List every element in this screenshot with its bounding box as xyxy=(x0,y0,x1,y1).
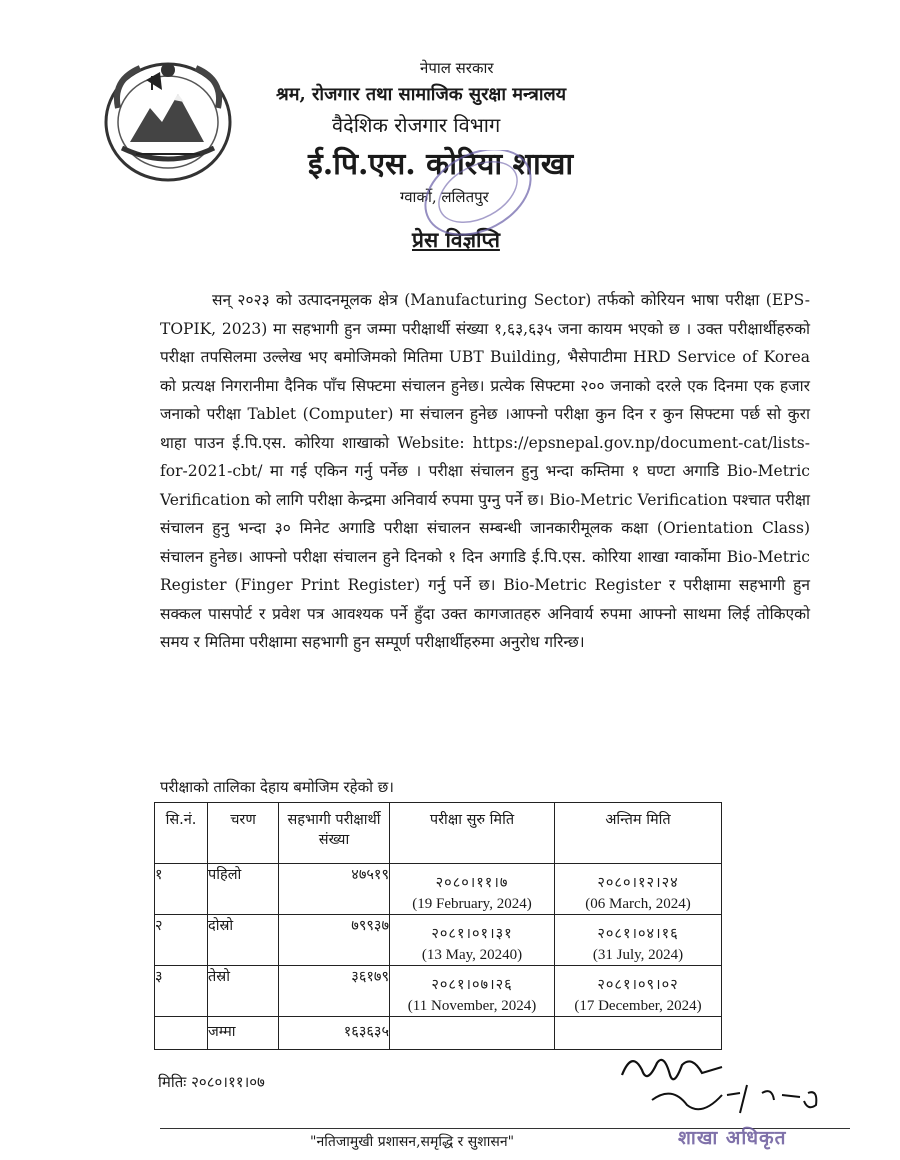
row-phase: पहिलो xyxy=(208,864,279,915)
row-sn: १ xyxy=(155,864,208,915)
start-date-np: २०८०।११।७ xyxy=(435,875,509,891)
table-row xyxy=(155,915,722,966)
row-count: ७९९३७ xyxy=(279,915,390,966)
row-start xyxy=(390,966,555,1017)
row-sn: २ xyxy=(155,915,208,966)
nepal-emblem-icon xyxy=(92,50,244,188)
row-end xyxy=(555,864,722,915)
col-header-end-date: अन्तिम मिति xyxy=(555,803,722,864)
table-row xyxy=(155,864,722,915)
table-caption: परीक्षाको तालिका देहाय बमोजिम रहेको छ। xyxy=(160,778,394,796)
end-date-np: २०८१।०४।१६ xyxy=(597,926,679,942)
row-start xyxy=(390,915,555,966)
start-date-en: (13 May, 20240) xyxy=(421,947,523,963)
col-header-count: सहभागी परीक्षार्थी संख्या xyxy=(279,803,390,864)
signature-icon xyxy=(612,1045,832,1125)
table-header-row xyxy=(155,803,722,864)
col-header-sn: सि.नं. xyxy=(155,803,208,864)
total-label: जम्मा xyxy=(208,1017,279,1050)
row-end xyxy=(555,966,722,1017)
document-title: प्रेस विज्ञप्ति xyxy=(412,227,500,252)
col-header-start-date: परीक्षा सुरु मिति xyxy=(390,803,555,864)
row-count: ३६१७९ xyxy=(279,966,390,1017)
row-start xyxy=(390,864,555,915)
office-address: ग्वार्को, ललितपुर xyxy=(400,188,489,206)
footer-motto: "नतिजामुखी प्रशासन,समृद्धि र सुशासन" xyxy=(310,1134,515,1150)
table-row xyxy=(155,966,722,1017)
total-count: १६३६३५ xyxy=(279,1017,390,1050)
total-empty-cell xyxy=(390,1017,555,1050)
body-paragraph: सन् २०२३ को उत्पादनमूलक क्षेत्र (Manufacturing Sector) तर्फको कोरियन भाषा परीक्षा (EPS-TOPIK, 2023) मा सहभागी हुन जम्मा परीक्षार्थी संख्या १,६३,६३५ जना कायम भएको छ । उक्त परीक्षार्थीहरुको परीक्षा तपसिलमा उल्लेख भए बमोजिमको मितिमा UBT Building, भैसेपाटीमा HRD Service of Korea को प्रत्यक्ष निगरानीमा दैनिक पाँच सिफ्टमा संचालन हुनेछ। प्रत्येक सिफ्टमा २०० जनाको दरले एक दिनमा एक हजार जनाको परीक्षा Tablet (Computer) मा संचालन हुनेछ ।आफ्नो परीक्षा कुन दिन र कुन सिफ्टमा पर्छ सो कुरा थाहा पाउन ई.पि.एस. कोरिया शाखाको Website: https://epsnepal.gov.np/document-cat/lists-for-2021-cbt/ मा गई एकिन गर्नु पर्नेछ । परीक्षा संचालन हुनु भन्दा कम्तिमा १ घण्टा अगाडि Bio-Metric Verification को लागि परीक्षा केन्द्रमा अनिवार्य रुपमा पुग्नु पर्ने छ। Bio-Metric Verification पश्चात परीक्षा संचालन हुनु भन्दा ३० मिनेट अगाडि परीक्षा संचालन सम्बन्धी जानकारीमूलक कक्षा (Orientation Class) संचालन हुनेछ। आफ्नो परीक्षा संचालन हुने दिनको १ दिन अगाडि ई.पि.एस. कोरिया शाखा ग्वार्कोमा Bio-Metric Register (Finger Print Register) गर्नु पर्ने छ। Bio-Metric Register र परीक्षामा सहभागी हुन सक्कल पासपोर्ट र प्रवेश पत्र आवश्यक पर्ने हुँदा उक्त कागजातहरु अनिवार्य रुपमा आफ्नो साथमा लिई तोकिएको समय र मितिमा परीक्षामा सहभागी हुन सम्पूर्ण परीक्षार्थीहरुमा अनुरोध गरिन्छ। xyxy=(160,291,810,651)
start-date-np: २०८१।०७।२६ xyxy=(431,977,513,993)
exam-schedule-table xyxy=(154,802,722,1050)
start-date-en: (19 February, 2024) xyxy=(412,896,532,912)
end-date-np: २०८०।१२।२४ xyxy=(597,875,679,891)
end-date-en: (06 March, 2024) xyxy=(585,896,691,912)
branch-name: ई.पि.एस. कोरिया शाखा xyxy=(308,147,574,182)
row-phase: तेस्रो xyxy=(208,966,279,1017)
row-sn: ३ xyxy=(155,966,208,1017)
row-phase: दोस्रो xyxy=(208,915,279,966)
row-end xyxy=(555,915,722,966)
total-empty-cell xyxy=(155,1017,208,1050)
end-date-en: (17 December, 2024) xyxy=(574,998,702,1014)
col-header-phase: चरण xyxy=(208,803,279,864)
government-name: नेपाल सरकार xyxy=(420,59,494,77)
issue-date: मितिः २०८०।११।०७ xyxy=(158,1073,265,1091)
end-date-np: २०८१।०९।०२ xyxy=(597,977,679,993)
start-date-np: २०८१।०१।३१ xyxy=(431,926,513,942)
end-date-en: (31 July, 2024) xyxy=(592,947,684,963)
row-count: ४७५१९ xyxy=(279,864,390,915)
office-seal-icon xyxy=(408,150,538,240)
department-name: वैदेशिक रोजगार विभाग xyxy=(332,113,501,137)
officer-stamp: शाखा अधिकृत xyxy=(678,1127,787,1149)
ministry-name: श्रम, रोजगार तथा सामाजिक सुरक्षा मन्त्रालय xyxy=(276,84,567,105)
start-date-en: (11 November, 2024) xyxy=(407,998,537,1014)
